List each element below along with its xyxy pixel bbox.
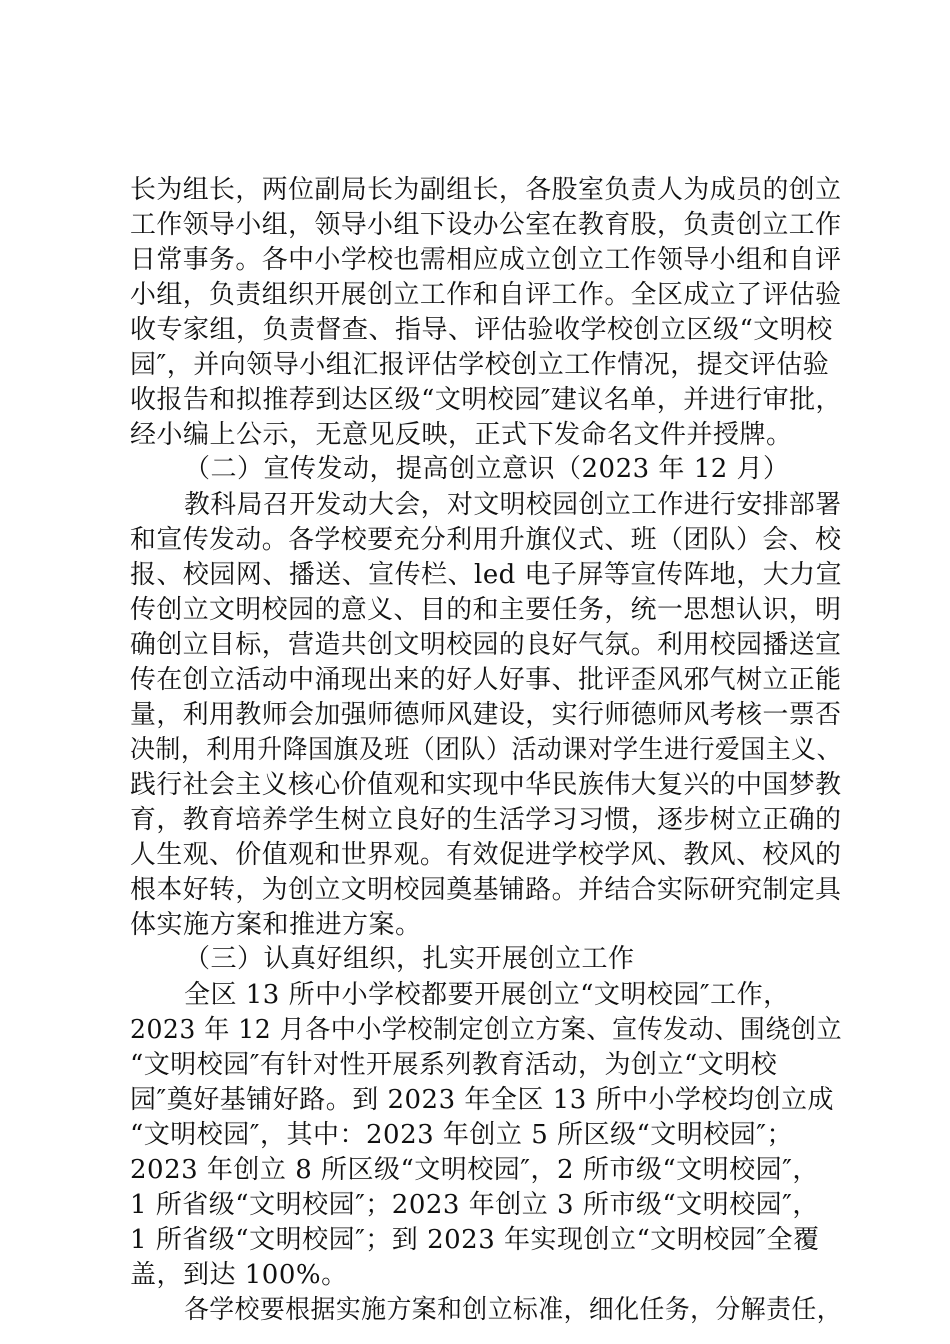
text-line: 传在创立活动中涌现出来的好人好事、批评歪风邪气树立正能 bbox=[130, 665, 842, 695]
paragraph-first-line: 各学校要根据实施方案和创立标准，细化任务，分解责任， bbox=[184, 1295, 843, 1325]
text-line: 工作领导小组，领导小组下设办公室在教育股，负责创立工作 bbox=[130, 210, 842, 240]
section-heading: （三）认真好组织，扎实开展创立工作 bbox=[184, 944, 635, 974]
text-line: 践行社会主义核心价值观和实现中华民族伟大复兴的中国梦教 bbox=[130, 770, 842, 800]
text-line: “文明校园″，其中：2023 年创立 5 所区级“文明校园″； bbox=[130, 1120, 794, 1150]
text-line: 长为组长，两位副局长为副组长，各股室负责人为成员的创立 bbox=[130, 175, 842, 205]
text-line: 园″奠好基铺好路。到 2023 年全区 13 所中小学校均创立成 bbox=[130, 1085, 835, 1115]
text-line: 收专家组，负责督查、指导、评估验收学校创立区级“文明校 bbox=[130, 315, 833, 345]
text-line: 报、校园网、播送、宣传栏、led 电子屏等宣传阵地，大力宣 bbox=[130, 560, 843, 590]
text-line: 确创立目标，营造共创文明校园的良好气氛。利用校园播送宣 bbox=[130, 630, 842, 660]
text-line: 1 所省级“文明校园″；到 2023 年实现创立“文明校园″全覆 bbox=[130, 1225, 820, 1255]
paragraph-first-line: 教科局召开发动大会，对文明校园创立工作进行安排部署 bbox=[184, 490, 842, 520]
text-line: 经小编上公示，无意见反映，正式下发命名文件并授牌。 bbox=[130, 420, 793, 450]
text-line: 2023 年 12 月各中小学校制定创立方案、宣传发动、围绕创立 bbox=[130, 1015, 843, 1045]
text-line: “文明校园″有针对性开展系列教育活动，为创立“文明校 bbox=[130, 1050, 778, 1080]
text-line: 育，教育培养学生树立良好的生活学习习惯，逐步树立正确的 bbox=[130, 805, 842, 835]
text-line: 1 所省级“文明校园″；2023 年创立 3 所市级“文明校园″， bbox=[130, 1190, 819, 1220]
text-line: 园″，并向领导小组汇报评估学校创立工作情况，提交评估验 bbox=[130, 350, 830, 380]
text-line: 日常事务。各中小学校也需相应成立创立工作领导小组和自评 bbox=[130, 245, 842, 275]
text-line: 量，利用教师会加强师德师风建设，实行师德师风考核一票否 bbox=[130, 700, 842, 730]
text-line: 小组，负责组织开展创立工作和自评工作。全区成立了评估验 bbox=[130, 280, 842, 310]
text-line: 决制，利用升降国旗及班（团队）活动课对学生进行爱国主义、 bbox=[130, 735, 843, 765]
text-line: 盖，到达 100%。 bbox=[130, 1260, 348, 1290]
text-line: 根本好转，为创立文明校园奠基铺路。并结合实际研究制定具 bbox=[130, 875, 842, 905]
text-line: 收报告和拟推荐到达区级“文明校园″建议名单，并进行审批， bbox=[130, 385, 843, 415]
paragraph-first-line: 全区 13 所中小学校都要开展创立“文明校园″工作， bbox=[184, 980, 790, 1010]
text-line: 和宣传发动。各学校要充分利用升旗仪式、班（团队）会、校 bbox=[130, 525, 842, 555]
text-line: 传创立文明校园的意义、目的和主要任务，统一思想认识，明 bbox=[130, 595, 842, 625]
text-line: 人生观、价值观和世界观。有效促进学校学风、教风、校风的 bbox=[130, 840, 842, 870]
text-line: 2023 年创立 8 所区级“文明校园″，2 所市级“文明校园″， bbox=[130, 1155, 819, 1185]
section-heading: （二）宣传发动，提高创立意识（2023 年 12 月） bbox=[184, 454, 790, 484]
text-line: 体实施方案和推进方案。 bbox=[130, 910, 422, 940]
